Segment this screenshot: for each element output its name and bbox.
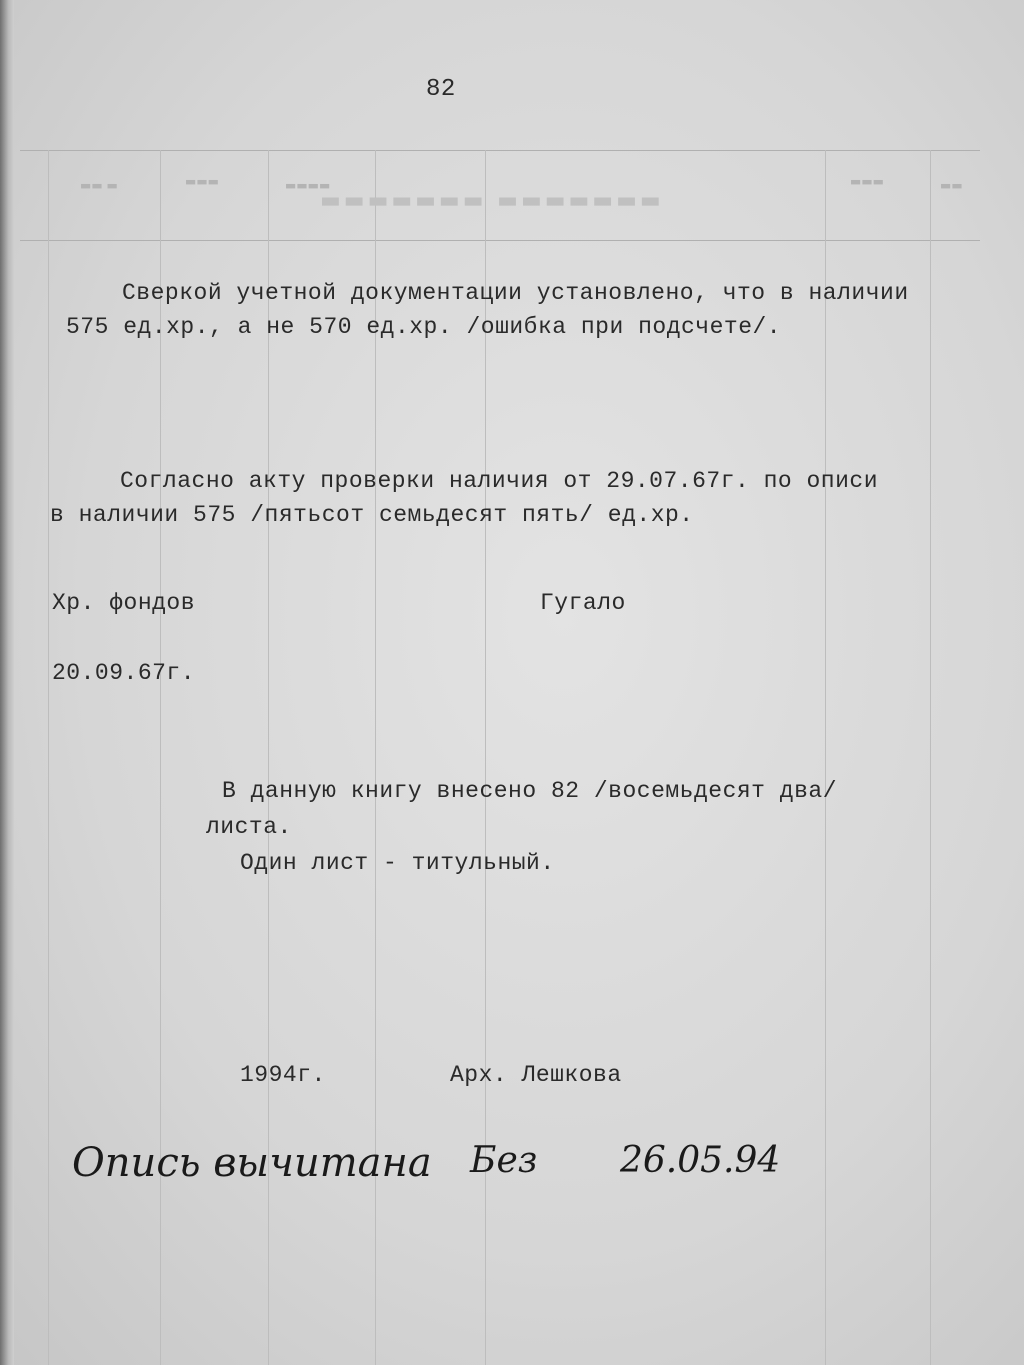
text-line: листа.	[206, 814, 292, 840]
table-header-top-line	[20, 150, 980, 151]
bleed-through-mark: ▬▬	[940, 180, 963, 194]
grid-column-line	[48, 150, 49, 1365]
text-line: Сверкой учетной документации установлено, что в наличии	[122, 280, 909, 306]
text-line: Согласно акту проверки наличия от 29.07.67г. по описи	[120, 468, 879, 494]
binding-edge	[0, 0, 14, 1365]
bleed-through-mark: ▬▬ ▬	[80, 180, 118, 194]
archivist-name: Арх. Лешкова	[450, 1062, 622, 1088]
signer-position: Хр. фондов	[52, 590, 196, 616]
page-number: 82	[426, 76, 456, 103]
handwritten-note: Опись вычитана	[72, 1140, 432, 1186]
bleed-through-mark: ▬▬▬▬▬▬▬ ▬▬▬▬▬▬▬	[320, 190, 664, 216]
handwritten-signature: Без	[470, 1140, 538, 1181]
bleed-through-mark: ▬▬▬	[185, 176, 220, 190]
text-line: В данную книгу внесено 82 /восемьдесят два/	[222, 778, 837, 804]
table-header-bottom-line	[20, 240, 980, 241]
grid-column-line	[825, 150, 826, 1365]
text-line: Один лист - титульный.	[240, 850, 555, 876]
bleed-through-mark: ▬▬▬▬	[285, 180, 331, 194]
text-line: в наличии 575 /пятьсот семьдесят пять/ ед.хр.	[50, 502, 694, 528]
signer-name: Гугало	[540, 590, 626, 616]
text-line: 575 ед.хр., а не 570 ед.хр. /ошибка при подсчете/.	[66, 314, 782, 340]
signature-year: 1994г.	[240, 1062, 326, 1088]
handwritten-date: 26.05.94	[620, 1140, 781, 1181]
grid-column-line	[930, 150, 931, 1365]
signature-date: 20.09.67г.	[52, 660, 196, 686]
bleed-through-mark: ▬▬▬	[850, 176, 885, 190]
